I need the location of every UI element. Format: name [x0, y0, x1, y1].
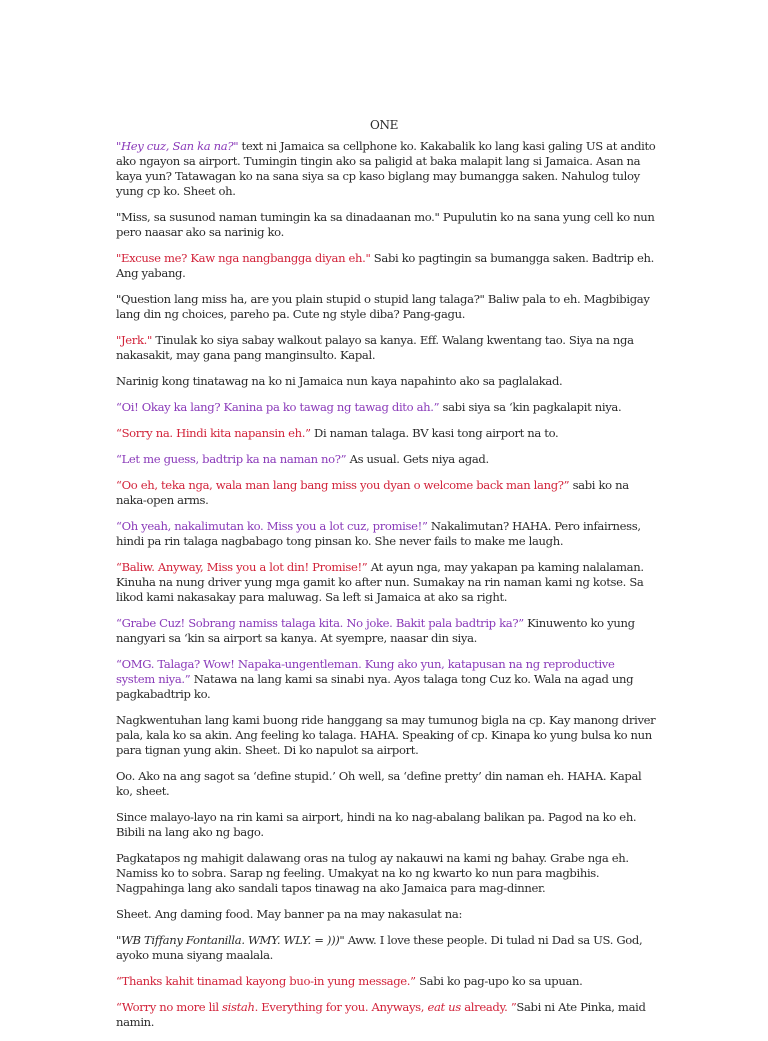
narration-text: Sabi ko pag-upo ko sa upuan.	[415, 974, 583, 988]
narration-text: Tinulak ko siya sabay walkout palayo sa kanya. Eff. Walang kwentang tao. Siya na nga nakasakit, may gana pang manginsulto. Kapal.	[116, 333, 634, 362]
dialogue-text: sistah	[222, 1000, 255, 1014]
narration-text: At ayun nga, may yakapan pa kaming nalalaman. Kinuha na nung driver yung mga gamit ko after nun. Sumakay na rin naman kami ng kotse. Sa likod kami nakasakay para maluwag. Sa left si Jamaica at ako sa right.	[116, 560, 644, 604]
paragraph	[116, 210, 656, 240]
dialogue-text: “Oo eh, teka nga, wala man lang bang miss you dyan o welcome back man lang?”	[116, 478, 570, 492]
paragraph	[116, 374, 656, 389]
dialogue-text: "Hey cuz, San ka na?"	[116, 139, 239, 153]
narration-text: sabi ko na naka-open arms.	[116, 478, 629, 507]
paragraph	[116, 478, 656, 508]
narration-text: Sabi ni Ate Pinka, maid namin.	[116, 1000, 646, 1029]
dialogue-text: eat us	[427, 1000, 461, 1014]
paragraph	[116, 519, 656, 549]
paragraph	[116, 452, 656, 467]
dialogue-text: “Sorry na. Hindi kita napansin eh.”	[116, 426, 311, 440]
narration-text: Narinig kong tinatawag na ko ni Jamaica nun kaya napahinto ako sa paglalakad.	[116, 374, 563, 388]
narration-text: text ni Jamaica sa cellphone ko. Kakabalik ko lang kasi galing US at andito ako ngayon sa airport. Tumingin tingin ako sa paligid at baka malapit lang si Jamaica. Asan na kaya yun? Tatawagan ko na sana siya sa cp kaso biglang may bumangga saken. Nahulog tuloy yung cp ko. Sheet oh.	[116, 139, 656, 198]
narration-text: Kinuwento ko yung nangyari sa ‘kin sa airport sa kanya. At syempre, naasar din siya.	[116, 616, 635, 645]
paragraph	[116, 1000, 656, 1030]
narration-text: Sheet. Ang daming food. May banner pa na may nakasulat na:	[116, 907, 463, 921]
narration-text: "WB Tiffany Fontanilla. WMY. WLY. = )))"	[116, 933, 345, 947]
narration-text: Nagkwentuhan lang kami buong ride hanggang sa may tumunog bigla na cp. Kay manong driver pala, kala ko sa akin. Ang feeling ko talaga. HAHA. Speaking of cp. Kinapa ko yung bulsa ko nun para tignan yung akin. Sheet. Di ko napulot sa airport.	[116, 713, 656, 757]
paragraph	[116, 560, 656, 605]
dialogue-text: “Thanks kahit tinamad kayong buo-in yung message.”	[116, 974, 416, 988]
paragraph	[116, 292, 656, 322]
paragraph	[116, 974, 656, 989]
dialogue-text: “OMG. Talaga? Wow! Napaka-ungentleman. Kung ako yun, katapusan na ng reproductive system niya.”	[116, 657, 615, 686]
paragraph	[116, 616, 656, 646]
narration-text: Di naman talaga. BV kasi tong airport na to.	[310, 426, 559, 440]
dialogue-text: “Worry no more lil	[116, 1000, 223, 1014]
dialogue-text: “Baliw. Anyway, Miss you a lot din! Promise!”	[116, 560, 368, 574]
narration-text: Aww. I love these people. Di tulad ni Dad sa US. God, ayoko muna siyang maalala.	[116, 933, 643, 962]
narration-text: Sabi ko pagtingin sa bumangga saken. Badtrip eh. Ang yabang.	[116, 251, 654, 280]
narration-text: As usual. Gets niya agad.	[346, 452, 489, 466]
dialogue-text: "Excuse me? Kaw nga nangbangga diyan eh."	[116, 251, 371, 265]
dialogue-text: “Grabe Cuz! Sobrang namiss talaga kita. No joke. Bakit pala badtrip ka?”	[116, 616, 524, 630]
dialogue-text: “Oi! Okay ka lang? Kanina pa ko tawag ng tawag dito ah.”	[116, 400, 440, 414]
narration-text: "Question lang miss ha, are you plain stupid o stupid lang talaga?"	[116, 292, 485, 306]
paragraph	[116, 907, 656, 922]
dialogue-text: “Oh yeah, nakalimutan ko. Miss you a lot cuz, promise!”	[116, 519, 428, 533]
paragraph	[116, 769, 656, 799]
paragraph	[116, 713, 656, 758]
narration-text: Since malayo-layo na rin kami sa airport, hindi na ko nag-abalang balikan pa. Pagod na ko eh. Bibili na lang ako ng bago.	[116, 810, 637, 839]
dialogue-text: . Everything for you. Anyways,	[254, 1000, 428, 1014]
dialogue-text: already. ”	[460, 1000, 517, 1014]
narration-text: Oo. Ako na ang sagot sa ‘define stupid.’ Oh well, sa ‘define pretty’ din naman eh. HAHA. Kapal ko, sheet.	[116, 769, 642, 798]
narration-text: "Miss, sa susunod naman tumingin ka sa dinadaanan mo."	[116, 210, 440, 224]
narration-text: Natawa na lang kami sa sinabi nya. Ayos talaga tong Cuz ko. Wala na agad ung pagkabadtrip ko.	[116, 672, 634, 701]
dialogue-text: "Jerk."	[116, 333, 152, 347]
paragraph	[116, 851, 656, 896]
paragraph	[116, 333, 656, 363]
paragraph	[116, 657, 656, 702]
paragraph	[116, 810, 656, 840]
narration-text: sabi siya sa ‘kin pagkalapit niya.	[439, 400, 622, 414]
paragraph	[116, 933, 656, 963]
chapter-title: ONE	[369, 118, 399, 132]
paragraph	[116, 400, 656, 415]
dialogue-text: “Let me guess, badtrip ka na naman no?”	[116, 452, 347, 466]
narration-text: Pagkatapos ng mahigit dalawang oras na tulog ay nakauwi na kami ng bahay. Grabe nga eh. Namiss ko to sobra. Sarap ng feeling. Umakyat na ko ng kwarto ko nun para magbihis. Nagpahinga lang ako sandali tapos tinawag na ako Jamaica para mag-dinner.	[116, 851, 629, 895]
narration-text: Baliw pala to eh. Magbibigay lang din ng choices, pareho pa. Cute ng style diba? Pang-gagu.	[116, 292, 650, 321]
paragraph	[116, 251, 656, 281]
paragraph	[116, 139, 656, 199]
narration-text: Nakalimutan? HAHA. Pero infairness, hindi pa rin talaga nagbabago tong pinsan ko. She never fails to make me laugh.	[116, 519, 641, 548]
document-body	[116, 139, 656, 1041]
narration-text: Pupulutin ko na sana yung cell ko nun pero naasar ako sa narinig ko.	[116, 210, 655, 239]
paragraph	[116, 426, 656, 441]
